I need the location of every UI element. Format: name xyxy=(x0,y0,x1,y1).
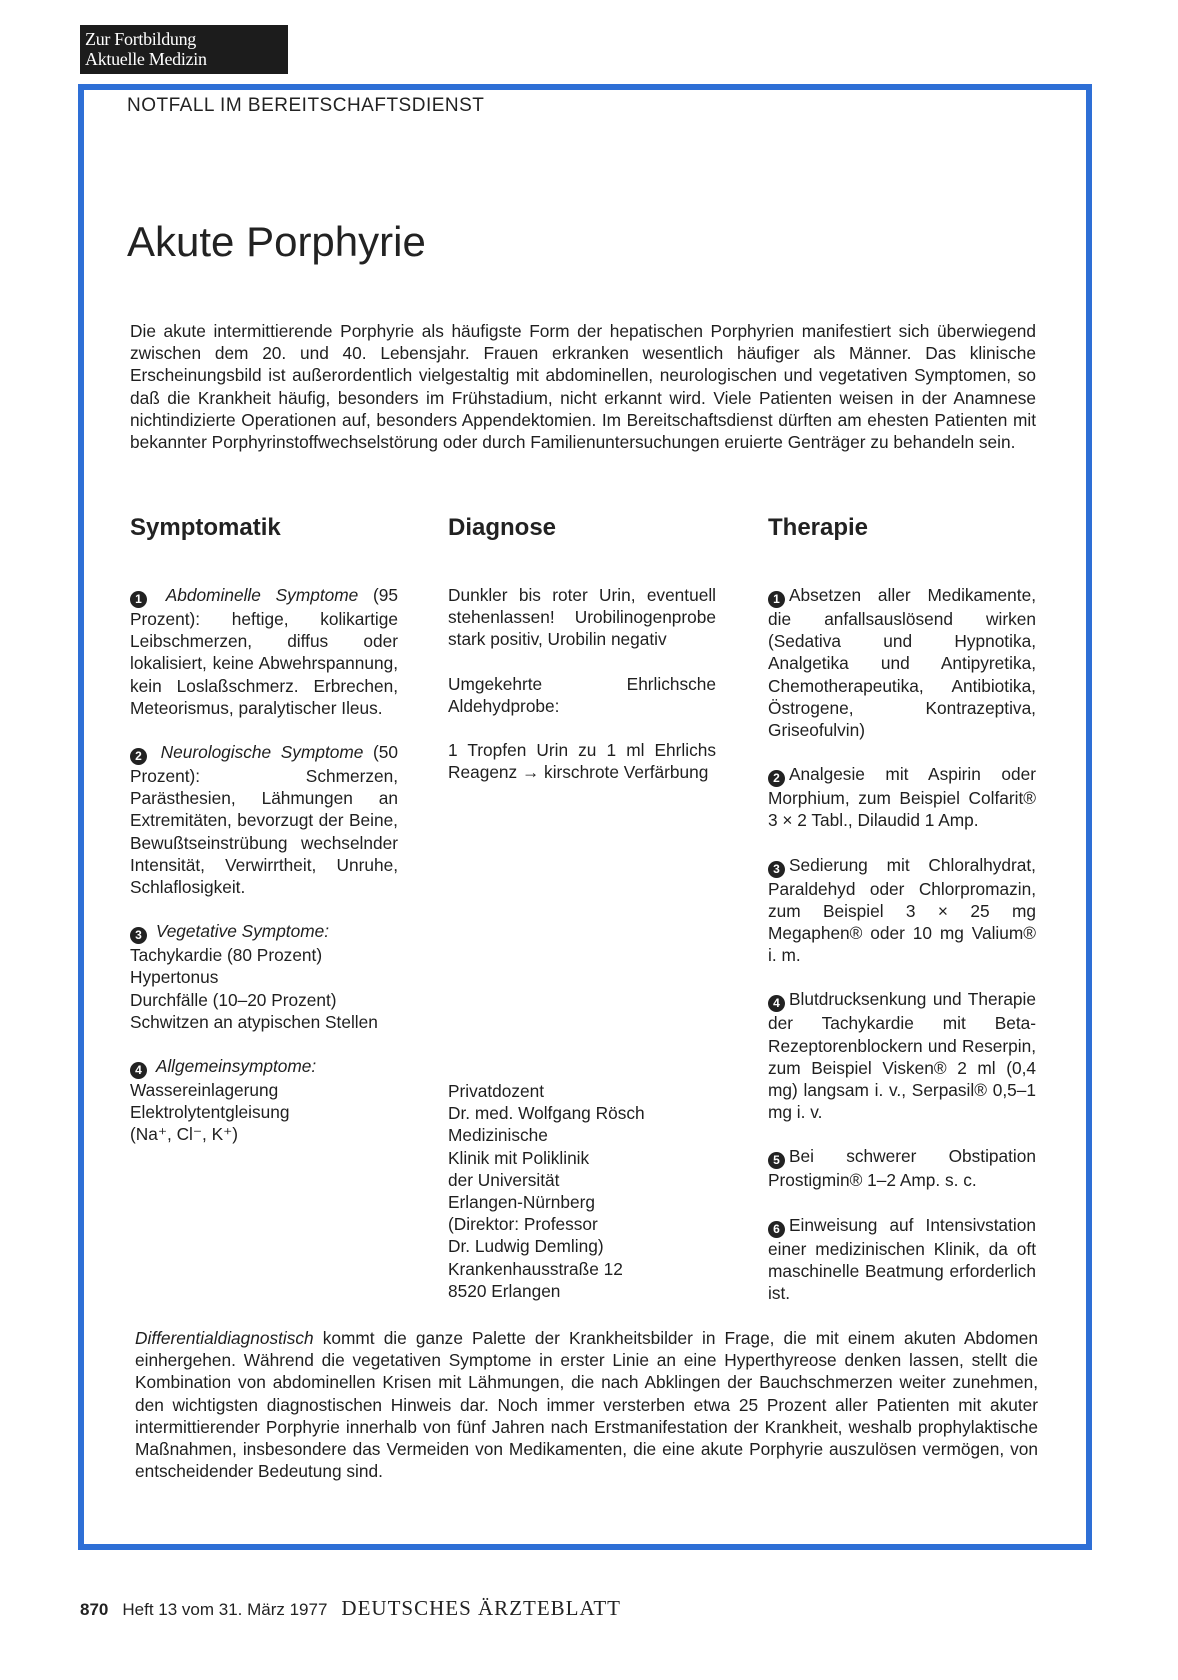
symptomatik-heading: Symptomatik xyxy=(130,514,281,541)
section-tag xyxy=(80,25,288,74)
issue-info: Heft 13 vom 31. März 1977 xyxy=(122,1600,328,1619)
symptom-label: Vegetative Symptome: xyxy=(155,921,330,942)
number-badge-icon: 4 xyxy=(130,1062,147,1079)
symptom-text: (95 Prozent): heftige, kolikartige Leibschmerzen, diffus oder lokalisiert, keine Abwehrspannung, kein Loslaßschmerz. Erbrechen, Meteorismus, paralytischer Ileus. xyxy=(130,585,398,718)
author-line: 8520 Erlangen xyxy=(448,1280,561,1301)
number-badge-icon: 2 xyxy=(768,770,785,787)
therapie-text: Sedierung mit Chloralhydrat, Paraldehyd oder Chlorpromazin, zum Beispiel 3 × 25 mg Megaphen® oder 10 mg Valium® i. m. xyxy=(768,854,1036,966)
author-line: Dr. Ludwig Demling) xyxy=(448,1236,604,1257)
page-number: 870 xyxy=(80,1600,109,1619)
journal-name: DEUTSCHES ÄRZTEBLATT xyxy=(341,1596,621,1620)
author-line: Erlangen-Nürnberg xyxy=(448,1192,595,1213)
symptom-label: Neurologische Symptome xyxy=(160,742,364,763)
symptom-line: Wassereinlagerung xyxy=(130,1080,279,1101)
therapie-item xyxy=(768,1145,1036,1191)
diagnose-paragraph: Dunkler bis roter Urin, eventuell stehenlassen! Urobilinogenprobe stark positiv, Urobilin negativ xyxy=(448,585,716,650)
page-footer xyxy=(80,1596,621,1621)
symptom-item xyxy=(130,920,398,1033)
symptomatik-column xyxy=(130,514,398,1168)
symptom-item xyxy=(130,1055,398,1146)
therapie-item xyxy=(768,1214,1036,1305)
therapie-text: Analgesie mit Aspirin oder Morphium, zum Beispiel Colfarit® 3 × 2 Tabl., Dilaudid 1 Amp. xyxy=(768,764,1036,831)
intro-paragraph: Die akute intermittierende Porphyrie als häufigste Form der hepatischen Porphyrien manifestiert sich überwiegend zwischen dem 20. und 40. Lebensjahr. Frauen erkranken wesentlich häufiger als Männer. Das klinische Erscheinungsbild ist außerordentlich vielgestaltig mit abdominellen, neurologischen und vegetativen Symptomen, so daß die Krankheit häufig, besonders im Frühstadium, nicht erkannt wird. Viele Patienten weisen in der Anamnese nichtindizierte Operationen auf, besonders Appendektomien. Im Bereitschaftsdienst dürften am ehesten Patienten mit bekannter Porphyrinstoffwechselstörung oder durch Familienuntersuchungen eruierte Genträger zu behandeln sein. xyxy=(130,321,1036,453)
article-title: Akute Porphyrie xyxy=(127,218,426,265)
symptom-line: Elektrolytentgleisung xyxy=(130,1102,290,1123)
author-line: Klinik mit Poliklinik xyxy=(448,1147,590,1168)
author-block xyxy=(448,1080,728,1302)
symptom-line: Schwitzen an atypischen Stellen xyxy=(130,1011,378,1032)
differential-text: kommt die ganze Palette der Krankheitsbilder in Frage, die mit einem akuten Abdomen einhergehen. Während die vegetativen Symptome in erster Linie an eine Hyperthyreose denken lassen, stellt die Kombination von abdominellen Krisen mit Lähmungen, die nach Abklingen der Bauchschmerzen weiter zunehmen, den wichtigsten diagnostischen Hinweis dar. Noch immer versterben etwa 25 Prozent aller Patienten mit akuter intermittierender Porphyrie innerhalb von fünf Jahren nach Erstmanifestation der Krankheit, weshalb prophylaktische Maßnahmen, insbesondere das Vermeiden von Medikamenten, die eine akute Porphyrie auszulösen vermögen, von entscheidender Bedeutung sind. xyxy=(135,1328,1038,1482)
symptom-line: Durchfälle (10–20 Prozent) xyxy=(130,989,337,1010)
symptom-line: (Na⁺, Cl⁻, K⁺) xyxy=(130,1124,239,1145)
therapie-item xyxy=(768,854,1036,967)
number-badge-icon: 1 xyxy=(130,591,147,608)
diagnose-paragraph: Umgekehrte Ehrlichsche Aldehydprobe: xyxy=(448,673,716,716)
therapie-column xyxy=(768,514,1036,1326)
author-line: Krankenhausstraße 12 xyxy=(448,1258,623,1279)
therapie-item xyxy=(768,584,1036,741)
number-badge-icon: 6 xyxy=(768,1221,785,1238)
number-badge-icon: 3 xyxy=(768,861,785,878)
number-badge-icon: 4 xyxy=(768,995,785,1012)
diagnose-column xyxy=(448,514,716,805)
therapie-item xyxy=(768,988,1036,1123)
symptom-line: Hypertonus xyxy=(130,967,219,988)
number-badge-icon: 5 xyxy=(768,1152,785,1169)
symptom-line: Tachykardie (80 Prozent) xyxy=(130,945,323,966)
therapie-text: Bei schwerer Obstipation Prostigmin® 1–2 Amp. s. c. xyxy=(768,1146,1036,1191)
therapie-text: Absetzen aller Medikamente, die anfallsauslösend wirken (Sedativa und Hypnotika, Analgetika und Antipyretika, Chemotherapeutika, Antibiotika, Östrogene, Kontrazeptiva, Griseofulvin) xyxy=(768,585,1036,741)
author-line: Medizinische xyxy=(448,1125,548,1146)
diagnose-paragraph: 1 Tropfen Urin zu 1 ml Ehrlichs Reagenz → kirschrote Verfärbung xyxy=(448,740,716,783)
symptom-label: Abdominelle Symptome xyxy=(165,585,359,605)
differential-lead: Differentialdiagnostisch xyxy=(135,1328,314,1348)
therapie-text: Blutdrucksenkung und Therapie der Tachykardie mit Beta-Rezeptorenblockern und Reserpin, zum Beispiel Visken® 2 ml (0,4 mg) langsam i. v., Serpasil® 0,5–1 mg i. v. xyxy=(768,989,1036,1123)
section-tag-line2: Aktuelle Medizin xyxy=(85,49,207,69)
symptom-item xyxy=(130,584,398,719)
section-tag-line1: Zur Fortbildung xyxy=(85,29,196,49)
author-line: Dr. med. Wolfgang Rösch xyxy=(448,1103,645,1124)
number-badge-icon: 2 xyxy=(130,748,147,765)
therapie-heading: Therapie xyxy=(768,514,869,541)
author-line: (Direktor: Professor xyxy=(448,1214,598,1235)
number-badge-icon: 3 xyxy=(130,927,147,944)
therapie-item xyxy=(768,763,1036,831)
author-line: Privatdozent xyxy=(448,1081,545,1101)
symptom-text: (50 Prozent): Schmerzen, Parästhesien, Lähmungen an Extremitäten, bevorzugt der Beine, Bewußtseinstrübung wechselnder Intensität, Verwirrtheit, Unruhe, Schlaflosigkeit. xyxy=(130,742,398,898)
therapie-text: Einweisung auf Intensivstation einer medizinischen Klinik, da oft maschinelle Beatmung erforderlich ist. xyxy=(768,1214,1036,1304)
diagnose-heading: Diagnose xyxy=(448,514,557,541)
differential-paragraph xyxy=(135,1327,1038,1482)
rubric: NOTFALL IM BEREITSCHAFTSDIENST xyxy=(127,95,485,116)
symptom-label: Allgemeinsymptome: xyxy=(155,1056,317,1077)
symptom-item xyxy=(130,741,398,898)
number-badge-icon: 1 xyxy=(768,591,785,608)
author-line: der Universität xyxy=(448,1169,560,1190)
